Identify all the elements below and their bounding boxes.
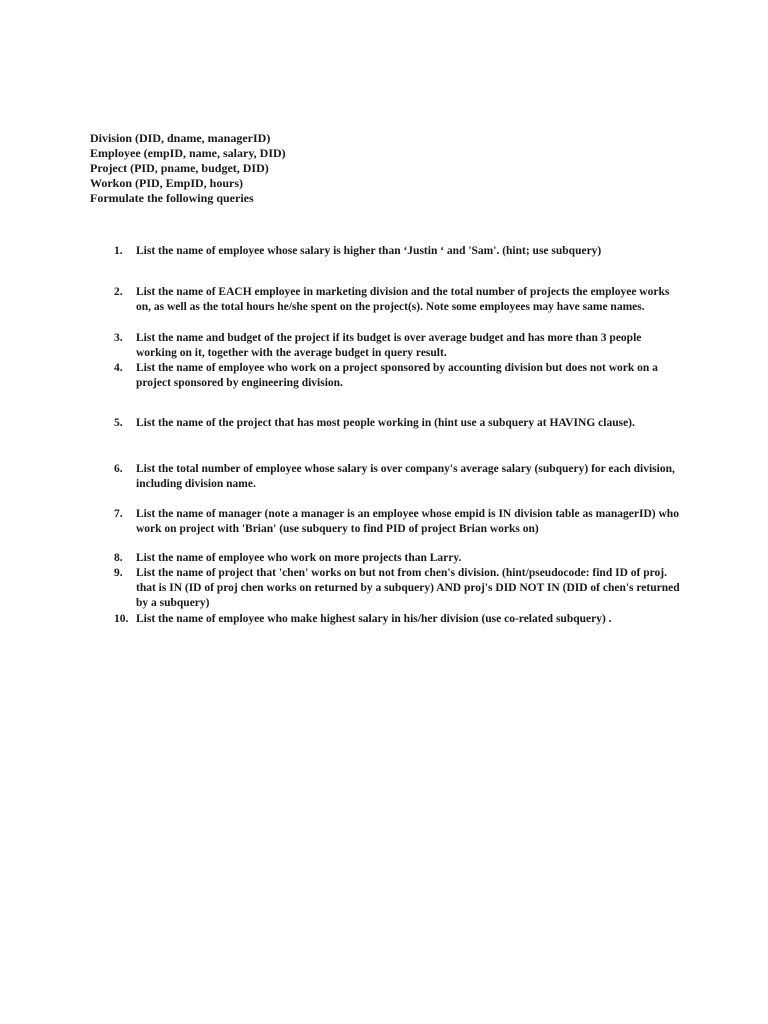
- question-number: 8.: [114, 552, 123, 564]
- question-4: [104, 361, 684, 391]
- question-text: List the name and budget of the project if its budget is over average budget and has more than 3 people working on it, together with the average budget in query result.: [136, 332, 642, 359]
- schema-project: Project (PID, pname, budget, DID): [90, 161, 269, 175]
- question-text: List the name of employee who work on more projects than Larry.: [136, 552, 462, 564]
- question-text: List the name of employee who work on a project sponsored by accounting division but does not work on a project sponsored by engineering division.: [136, 362, 658, 389]
- schema-division: Division (DID, dname, managerID): [90, 131, 271, 145]
- question-text: List the name of EACH employee in marketing division and the total number of projects the employee works on, as well as the total hours he/she spent on the project(s). Note some employees may have same names.: [136, 286, 670, 313]
- question-number: 5.: [114, 417, 123, 429]
- question-number: 9.: [114, 567, 123, 579]
- question-2: [104, 285, 684, 315]
- question-10: [104, 612, 684, 627]
- question-number: 7.: [114, 508, 123, 520]
- schema-employee: Employee (empID, name, salary, DID): [90, 146, 286, 160]
- question-number: 4.: [114, 362, 123, 374]
- schema-workon: Workon (PID, EmpID, hours): [90, 176, 244, 190]
- question-number: 6.: [114, 463, 123, 475]
- question-text: List the name of employee who make highest salary in his/her division (use co-related subquery) .: [136, 613, 612, 625]
- instructions-heading: Formulate the following queries: [90, 191, 254, 205]
- question-number: 3.: [114, 332, 123, 344]
- question-text: List the name of manager (note a manager is an employee whose empid is IN division table as managerID) who work on project with 'Brian' (use subquery to find PID of project Brian works on): [136, 508, 679, 535]
- question-8: [104, 551, 684, 566]
- question-9: [104, 566, 684, 611]
- question-1: [104, 244, 684, 259]
- question-5: [104, 416, 684, 431]
- question-text: List the name of employee whose salary is higher than ‘Justin ‘ and 'Sam'. (hint; use subquery): [136, 245, 602, 257]
- schema-block: [90, 131, 650, 206]
- question-6: [104, 462, 684, 492]
- question-number: 10.: [114, 613, 129, 625]
- question-number: 2.: [114, 286, 123, 298]
- question-number: 1.: [114, 245, 123, 257]
- question-text: List the total number of employee whose salary is over company's average salary (subquery) for each division, including division name.: [136, 463, 675, 490]
- question-3: [104, 331, 684, 361]
- question-text: List the name of the project that has most people working in (hint use a subquery at HAVING clause).: [136, 417, 635, 429]
- question-text: List the name of project that 'chen' works on but not from chen's division. (hint/pseudocode: find ID of proj. that is IN (ID of proj chen works on returned by a subquery) AND proj's DID NOT IN (DID of chen's returned by a subquery): [136, 567, 680, 609]
- question-7: [104, 507, 684, 537]
